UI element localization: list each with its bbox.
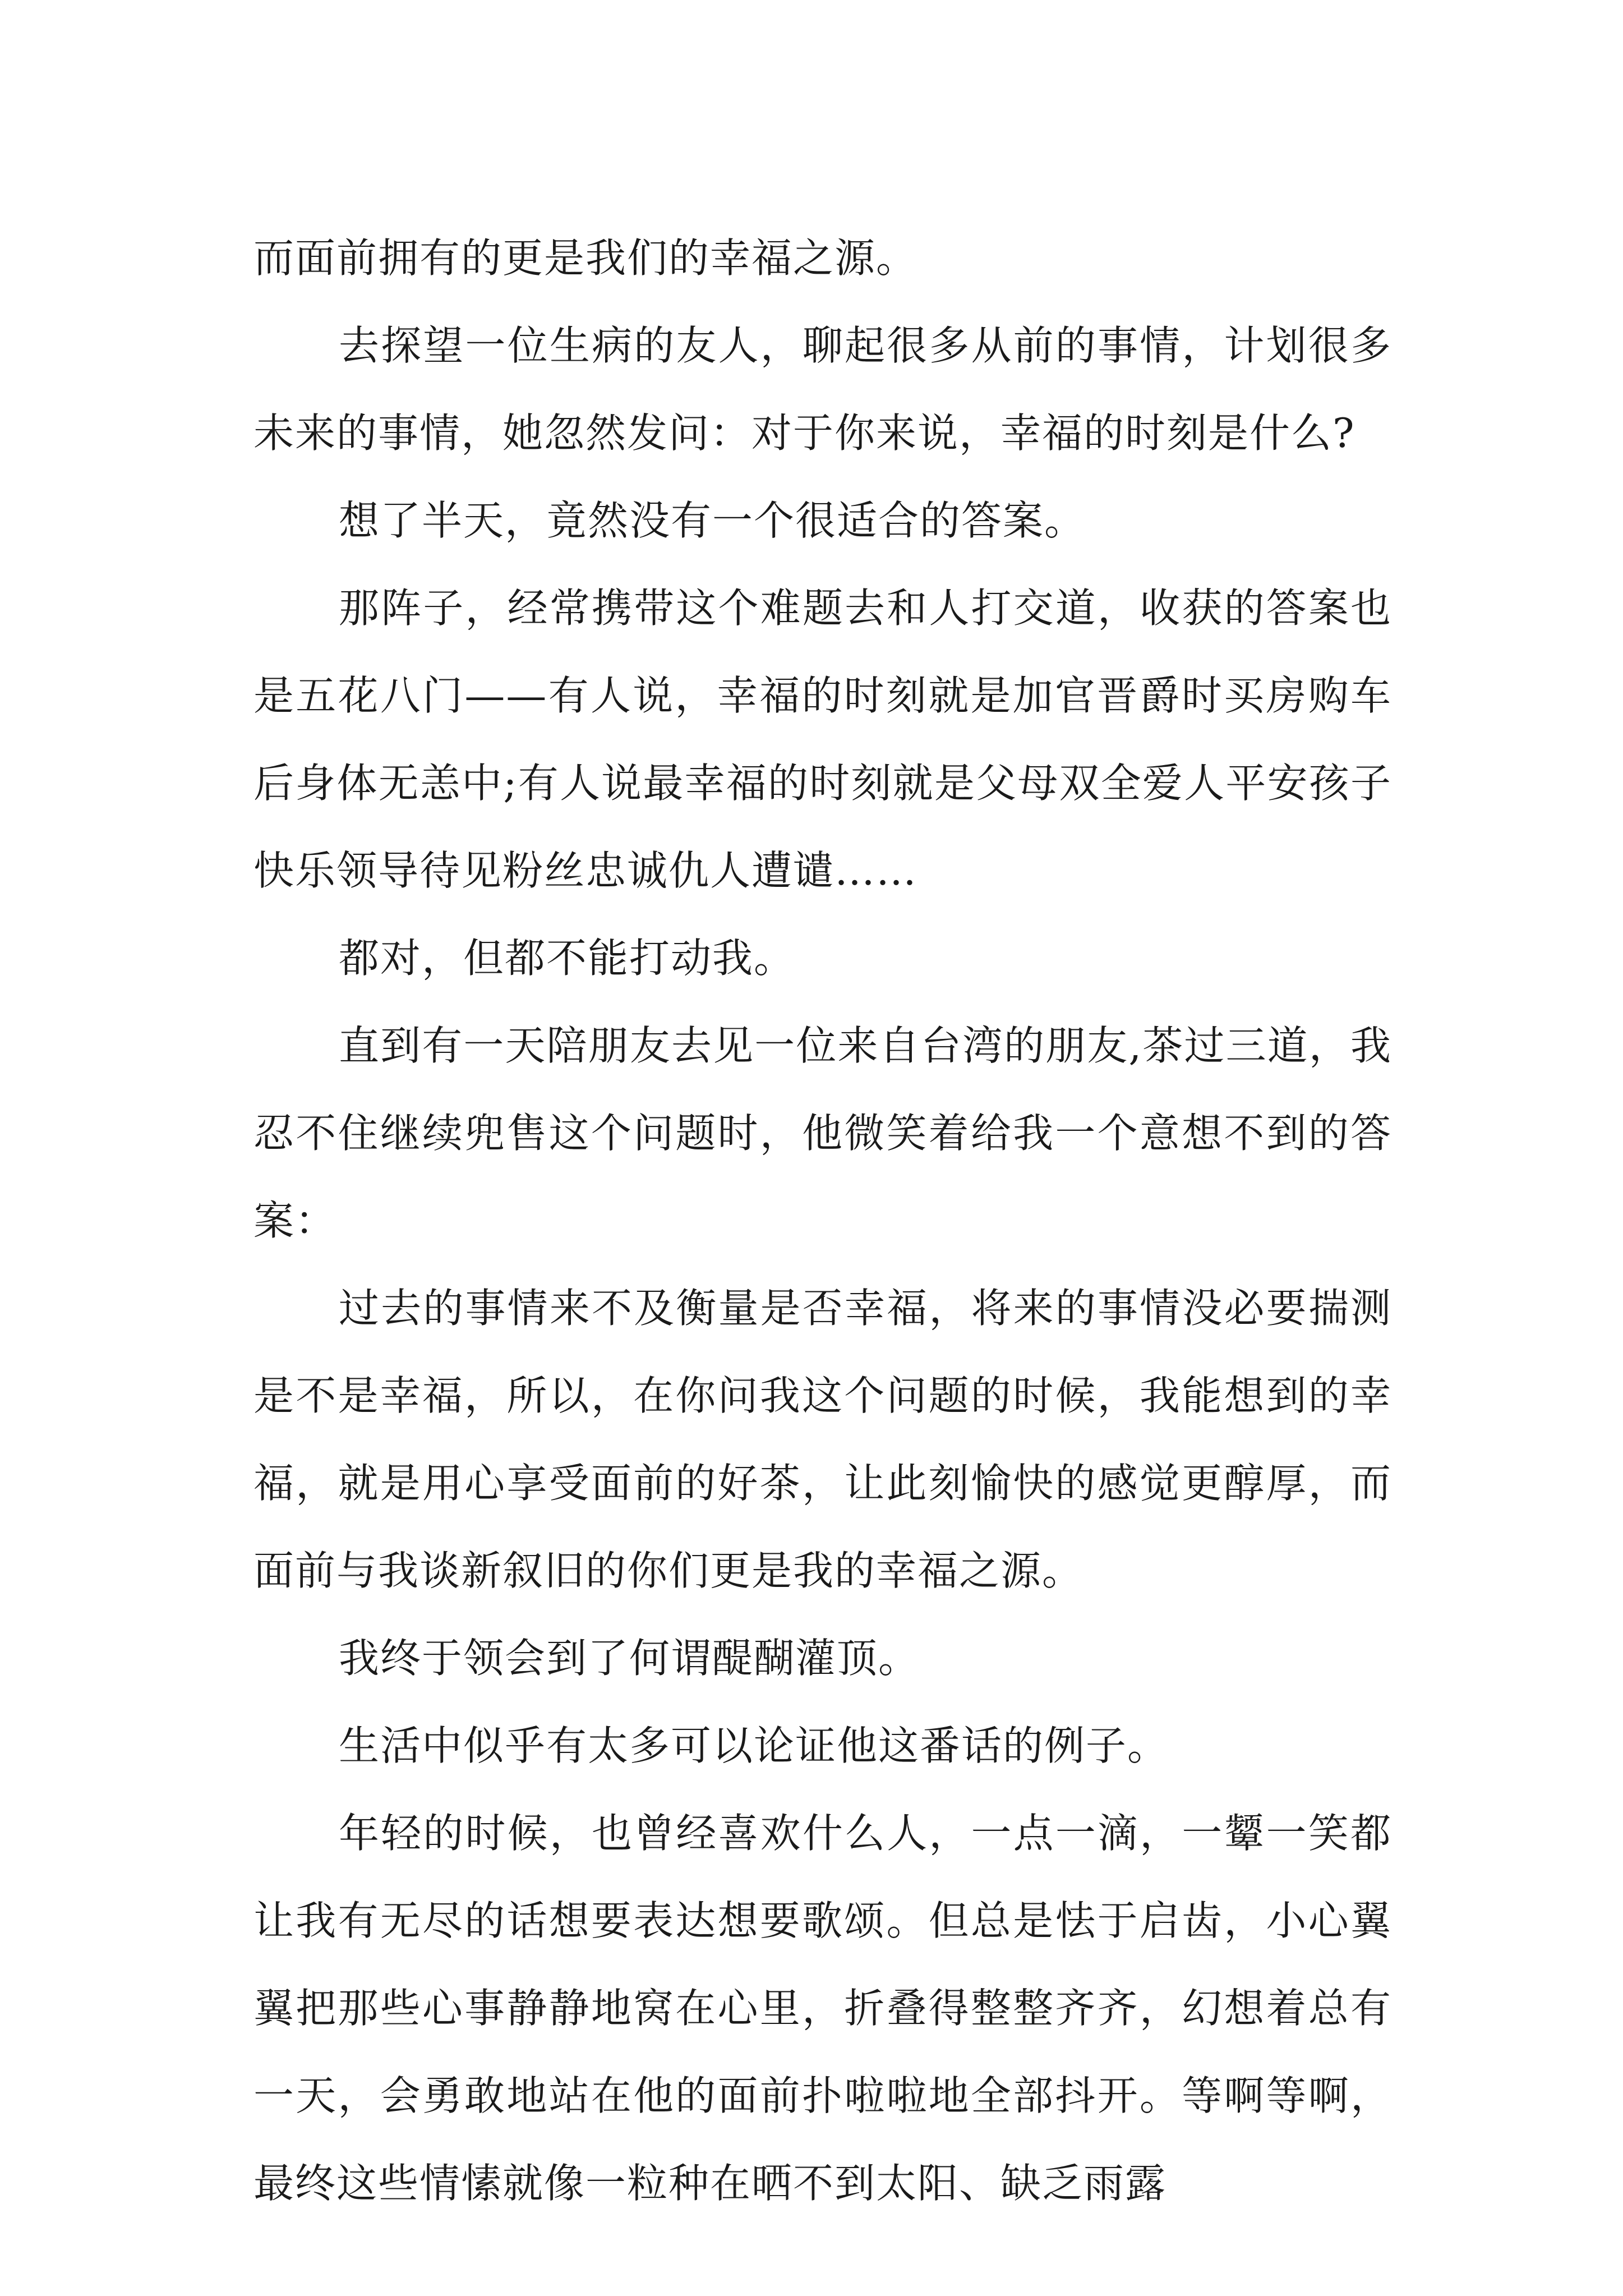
paragraph-1: 而面前拥有的更是我们的幸福之源。 [253,234,918,282]
paragraph-2: 去探望一位生病的友人，聊起很多从前的事情，计划很多未来的事情，她忽然发问：对于你来说，幸福的时刻是什么? [253,322,1392,457]
paragraph-8: 我终于领会到了何谓醍醐灌顶。 [339,1635,920,1682]
paragraph-5: 都对，但都不能打动我。 [339,935,796,982]
paragraph-3: 想了半天，竟然没有一个很适合的答案。 [339,497,1086,544]
paragraph-4: 那阵子，经常携带这个难题去和人打交道，收获的答案也是五花八门——有人说，幸福的时刻就是加官晋爵时买房购车后身体无恙中;有人说最幸福的时刻就是父母双全爱人平安孩子快乐领导待见粉丝忠诚仇人遭谴…… [253,585,1392,894]
paragraph-7: 过去的事情来不及衡量是否幸福，将来的事情没必要揣测是不是幸福，所以，在你问我这个问题的时候，我能想到的幸福，就是用心享受面前的好茶，让此刻愉快的感觉更醇厚，而面前与我谈新叙旧的你们更是我的幸福之源。 [253,1285,1392,1594]
paragraph-10: 年轻的时候，也曾经喜欢什么人，一点一滴，一颦一笑都让我有无尽的话想要表达想要歌颂。但总是怯于启齿，小心翼翼把那些心事静静地窝在心里，折叠得整整齐齐，幻想着总有一天，会勇敢地站在他的面前扑啦啦地全部抖开。等啊等啊，最终这些情愫就像一粒种在晒不到太阳、缺乏雨露 [253,1810,1392,2207]
paragraph-6: 直到有一天陪朋友去见一位来自台湾的朋友,茶过三道，我忍不住继续兜售这个问题时，他微笑着给我一个意想不到的答案： [253,1022,1392,1244]
document-body [253,214,1392,2227]
paragraph-9: 生活中似乎有太多可以论证他这番话的例子。 [339,1722,1169,1769]
